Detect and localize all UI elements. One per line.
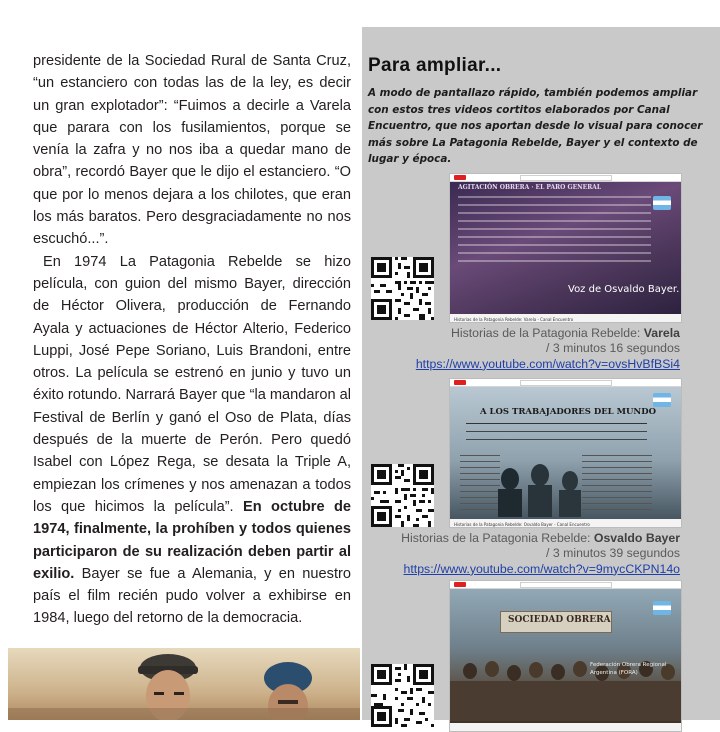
video-caption-2 bbox=[380, 531, 680, 577]
article-paragraph-2-text: En 1974 La Patagonia Rebelde se hizo película, con guion del mismo Bayer, dirección de Héctor Olivera, producción de Fernando Ayala y actuaciones de Héctor Alterio, Federico Luppi, José Pepe Soriano, Luis Brandoni, entre otros. La película se estrenó en junio y tuvo un éxito rotundo. Narrará Bayer que “la mandaron al Festival de Berlín y ganó el Oso de Plata, días después de la muerte de Perón. Pero quedó Isabel con López Rega, se desata la Triple A, empiezan los crímenes y nos amenazan a todos los que hicimos la película”. bbox=[33, 253, 351, 515]
youtube-logo-icon bbox=[454, 380, 466, 385]
qr-code-3[interactable] bbox=[371, 664, 434, 727]
thumb-heading: AGITACIÓN OBRERA · EL PARO GENERAL bbox=[458, 184, 602, 191]
qr-code-icon bbox=[371, 664, 434, 727]
article-paragraph-2-end: Bayer se fue a Alemania, y en nuestro país el film recién pudo volver a exhibirse en 1984, luego del retorno de la democracia. bbox=[33, 565, 351, 627]
thumb-overlay-text: Federación Obrera Regional Argentina (FORA) bbox=[590, 662, 667, 676]
video-thumbnail-3[interactable] bbox=[449, 580, 682, 732]
video-thumbnail-1[interactable] bbox=[449, 173, 682, 323]
thumb-caption: Historias de la Patagonia Rebelde: Varela - Canal Encuentro bbox=[454, 317, 574, 322]
youtube-header-bar bbox=[450, 174, 681, 182]
video-title-1 bbox=[380, 326, 680, 341]
qr-code-icon bbox=[371, 257, 434, 320]
qr-code-icon bbox=[371, 464, 434, 527]
video-link-1[interactable]: https://www.youtube.com/watch?v=ovsHvBfBSi4 bbox=[415, 356, 680, 371]
video-thumbnail-2[interactable] bbox=[449, 378, 682, 528]
thumb-heading: A LOS TRABAJADORES DEL MUNDO bbox=[480, 407, 656, 417]
video-series-label: Historias de la Patagonia Rebelde: bbox=[450, 326, 644, 340]
flag-icon bbox=[653, 393, 671, 407]
flag-icon bbox=[653, 601, 671, 615]
youtube-logo-icon bbox=[454, 175, 466, 180]
article-body bbox=[33, 50, 351, 630]
thumb-caption: Historias de la Patagonia Rebelde: Osvaldo Bayer - Canal Encuentro bbox=[454, 522, 590, 527]
video-frame bbox=[450, 589, 681, 723]
sidebar-title: Para ampliar... bbox=[368, 55, 502, 76]
article-paragraph-1: presidente de la Sociedad Rural de Santa Cruz, “un estanciero con todas las de la ley, es decir un gran explotador”: “Fuimos a decirle a Varela que parara con los fusilamientos, porque se venía la zafra y no nos iba a quedar mano de obra”, recordó Bayer que le dijo el estanciero. “O que por lo menos dejara a los chilotes, que eran los más baratos. Pero desgraciadamente no nos escuchó...”. bbox=[33, 53, 351, 248]
flag-icon bbox=[653, 196, 671, 210]
people-silhouettes bbox=[490, 457, 590, 517]
youtube-header-bar bbox=[450, 379, 681, 387]
qr-code-1[interactable] bbox=[371, 257, 434, 320]
article-paragraph-2 bbox=[33, 251, 351, 630]
video-duration-1: / 3 minutos 16 segundos bbox=[546, 341, 680, 356]
video-name: Varela bbox=[643, 326, 680, 340]
article-paragraph-2-bold: En octubre de 1974, finalmente, la prohíben y todos quienes participaron de su realización deben partir al exilio. bbox=[33, 498, 351, 582]
video-link-2[interactable]: https://www.youtube.com/watch?v=9mycCKPN14o bbox=[403, 561, 680, 576]
film-still-photo bbox=[8, 648, 360, 720]
thumb-heading: SOCIEDAD OBRERA bbox=[508, 615, 611, 625]
video-caption-1 bbox=[380, 326, 680, 372]
search-box bbox=[520, 175, 612, 181]
video-frame bbox=[450, 182, 681, 314]
youtube-logo-icon bbox=[454, 582, 466, 587]
video-duration-2: / 3 minutos 39 segundos bbox=[546, 546, 680, 561]
search-box bbox=[520, 582, 612, 588]
video-frame bbox=[450, 387, 681, 519]
film-still-figures bbox=[8, 648, 360, 720]
sidebar-intro: A modo de pantallazo rápido, también podemos ampliar con estos tres videos cortitos elaborados por Canal Encuentro, que nos aportan desde lo visual para conocer más sobre La Patagonia Rebelde, Bayer y el contexto de lugar y época. bbox=[368, 87, 703, 165]
youtube-header-bar bbox=[450, 581, 681, 589]
video-series-label: Historias de la Patagonia Rebelde: bbox=[401, 531, 594, 545]
video-title-2 bbox=[380, 531, 680, 546]
search-box bbox=[520, 380, 612, 386]
qr-code-2[interactable] bbox=[371, 464, 434, 527]
thumb-overlay-text: Voz de Osvaldo Bayer. bbox=[568, 284, 680, 295]
video-name: Osvaldo Bayer bbox=[593, 531, 680, 545]
